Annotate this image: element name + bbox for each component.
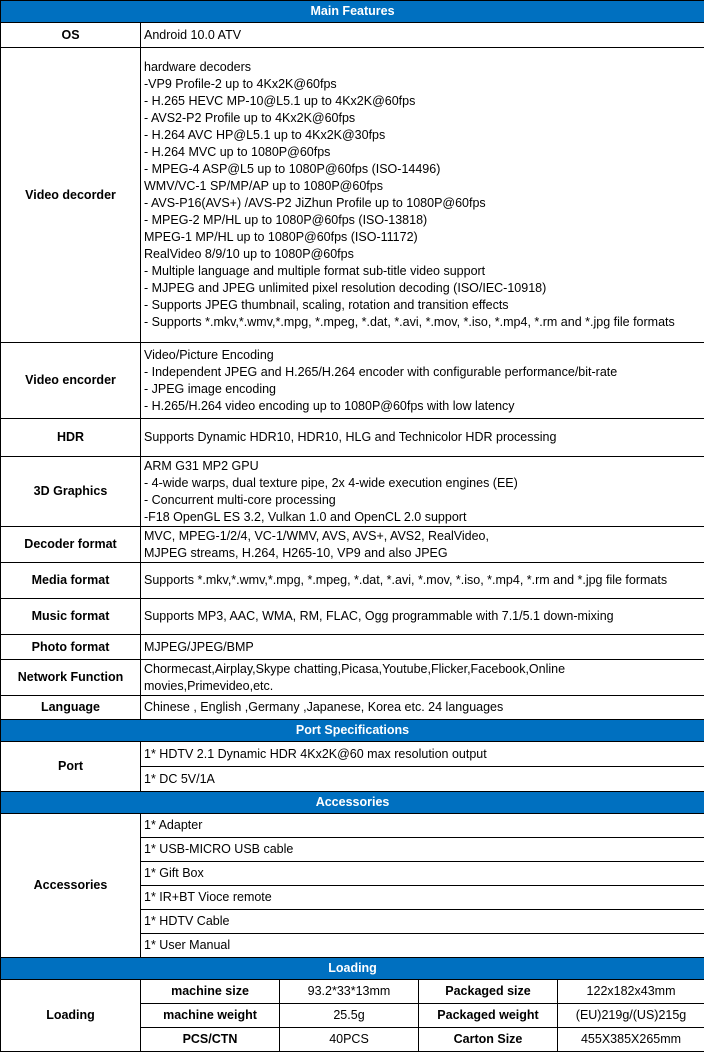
accessory-item: 1* USB-MICRO USB cable (141, 838, 704, 862)
video-decoder-line: MPEG-1 MP/HL up to 1080P@60fps (ISO-11172) (144, 230, 418, 244)
loading-value: 122x182x43mm (558, 980, 704, 1004)
loading-key: machine size (141, 980, 280, 1004)
hdr-label: HDR (1, 419, 141, 457)
decoder-format-value (141, 527, 704, 563)
loading-key: Packaged size (419, 980, 558, 1004)
video-decoder-line: - H.264 AVC HP@L5.1 up to 4Kx2K@30fps (144, 128, 386, 142)
port-item: 1* DC 5V/1A (141, 767, 704, 792)
video-decoder-line: hardware decoders (144, 60, 252, 74)
decoder-format-line: MJPEG streams, H.264, H265-10, VP9 and also JPEG (144, 545, 448, 560)
loading-key: machine weight (141, 1004, 280, 1028)
graphics-line: - Concurrent multi-core processing (144, 492, 336, 507)
loading-key: Packaged weight (419, 1004, 558, 1028)
video-decoder-line: - MPEG-4 ASP@L5 up to 1080P@60fps (ISO-14496) (144, 162, 441, 176)
video-decoder-line: - Supports JPEG thumbnail, scaling, rotation and transition effects (144, 298, 509, 312)
video-decoder-line: WMV/VC-1 SP/MP/AP up to 1080P@60fps (144, 179, 383, 193)
media-format-label: Media format (1, 563, 141, 599)
accessory-item: 1* HDTV Cable (141, 910, 704, 934)
graphics-label: 3D Graphics (1, 457, 141, 527)
section-header-loading: Loading (1, 958, 704, 980)
decoder-format-label: Decoder format (1, 527, 141, 563)
graphics-value (141, 457, 704, 527)
video-decoder-line: - Multiple language and multiple format sub-title video support (144, 264, 486, 278)
network-function-line: movies,Primevideo,etc. (144, 678, 274, 693)
network-function-value (141, 660, 704, 696)
loading-value: 93.2*33*13mm (280, 980, 419, 1004)
media-format-value: Supports *.mkv,*.wmv,*.mpg, *.mpeg, *.dat, *.avi, *.mov, *.iso, *.mp4, *.rm and *.jpg file formats (141, 563, 704, 599)
network-function-label: Network Function (1, 660, 141, 696)
music-format-label: Music format (1, 599, 141, 635)
port-item: 1* HDTV 2.1 Dynamic HDR 4Kx2K@60 max resolution output (141, 742, 704, 767)
hdr-value: Supports Dynamic HDR10, HDR10, HLG and Technicolor HDR processing (141, 419, 704, 457)
section-header-port-specifications: Port Specifications (1, 720, 704, 742)
accessory-item: 1* Adapter (141, 814, 704, 838)
loading-value: 25.5g (280, 1004, 419, 1028)
video-decoder-line: - AVS2-P2 Profile up to 4Kx2K@60fps (144, 111, 356, 125)
loading-value: (EU)219g/(US)215g (558, 1004, 704, 1028)
network-function-line: Chormecast,Airplay,Skype chatting,Picasa,Youtube,Flicker,Facebook,Online (144, 661, 566, 676)
accessory-item: 1* Gift Box (141, 862, 704, 886)
music-format-value: Supports MP3, AAC, WMA, RM, FLAC, Ogg programmable with 7.1/5.1 down-mixing (141, 599, 704, 635)
video-decoder-line: - H.265 HEVC MP-10@L5.1 up to 4Kx2K@60fps (144, 94, 416, 108)
accessories-label: Accessories (1, 814, 141, 958)
section-header-main-features: Main Features (1, 1, 704, 23)
video-encoder-line: - Independent JPEG and H.265/H.264 encoder with configurable performance/bit-rate (144, 364, 618, 379)
video-decoder-line: - MPEG-2 MP/HL up to 1080P@60fps (ISO-13818) (144, 213, 428, 227)
os-value: Android 10.0 ATV (141, 23, 704, 48)
video-decoder-line: RealVideo 8/9/10 up to 1080P@60fps (144, 247, 354, 261)
language-label: Language (1, 696, 141, 720)
accessory-item: 1* IR+BT Vioce remote (141, 886, 704, 910)
video-encoder-line: - H.265/H.264 video encoding up to 1080P@60fps with low latency (144, 398, 515, 413)
video-decoder-line: - H.264 MVC up to 1080P@60fps (144, 145, 331, 159)
loading-key: Carton Size (419, 1028, 558, 1052)
decoder-format-line: MVC, MPEG-1/2/4, VC-1/WMV, AVS, AVS+, AVS2, RealVideo, (144, 528, 489, 543)
graphics-line: - 4-wide warps, dual texture pipe, 2x 4-wide execution engines (EE) (144, 475, 518, 490)
video-encoder-label: Video encorder (1, 343, 141, 419)
graphics-line: -F18 OpenGL ES 3.2, Vulkan 1.0 and OpenCL 2.0 support (144, 509, 467, 524)
language-value: Chinese , English ,Germany ,Japanese, Korea etc. 24 languages (141, 696, 704, 720)
photo-format-value: MJPEG/JPEG/BMP (141, 635, 704, 660)
video-encoder-value (141, 343, 704, 419)
video-encoder-line: Video/Picture Encoding (144, 347, 274, 362)
loading-value: 40PCS (280, 1028, 419, 1052)
photo-format-label: Photo format (1, 635, 141, 660)
accessory-item: 1* User Manual (141, 934, 704, 958)
section-header-accessories: Accessories (1, 792, 704, 814)
loading-value: 455X385X265mm (558, 1028, 704, 1052)
video-decoder-value (141, 48, 704, 343)
video-decoder-label: Video decorder (1, 48, 141, 343)
video-decoder-line: -VP9 Profile-2 up to 4Kx2K@60fps (144, 77, 337, 91)
os-label: OS (1, 23, 141, 48)
port-label: Port (1, 742, 141, 792)
video-encoder-line: - JPEG image encoding (144, 381, 277, 396)
loading-key: PCS/CTN (141, 1028, 280, 1052)
video-decoder-line: - AVS-P16(AVS+) /AVS-P2 JiZhun Profile up to 1080P@60fps (144, 196, 486, 210)
loading-label: Loading (1, 980, 141, 1052)
video-decoder-line: - Supports *.mkv,*.wmv,*.mpg, *.mpeg, *.dat, *.avi, *.mov, *.iso, *.mp4, *.rm and *.jpg file formats (144, 315, 675, 329)
video-decoder-line: - MJPEG and JPEG unlimited pixel resolution decoding (ISO/IEC-10918) (144, 281, 547, 295)
graphics-line: ARM G31 MP2 GPU (144, 458, 259, 473)
